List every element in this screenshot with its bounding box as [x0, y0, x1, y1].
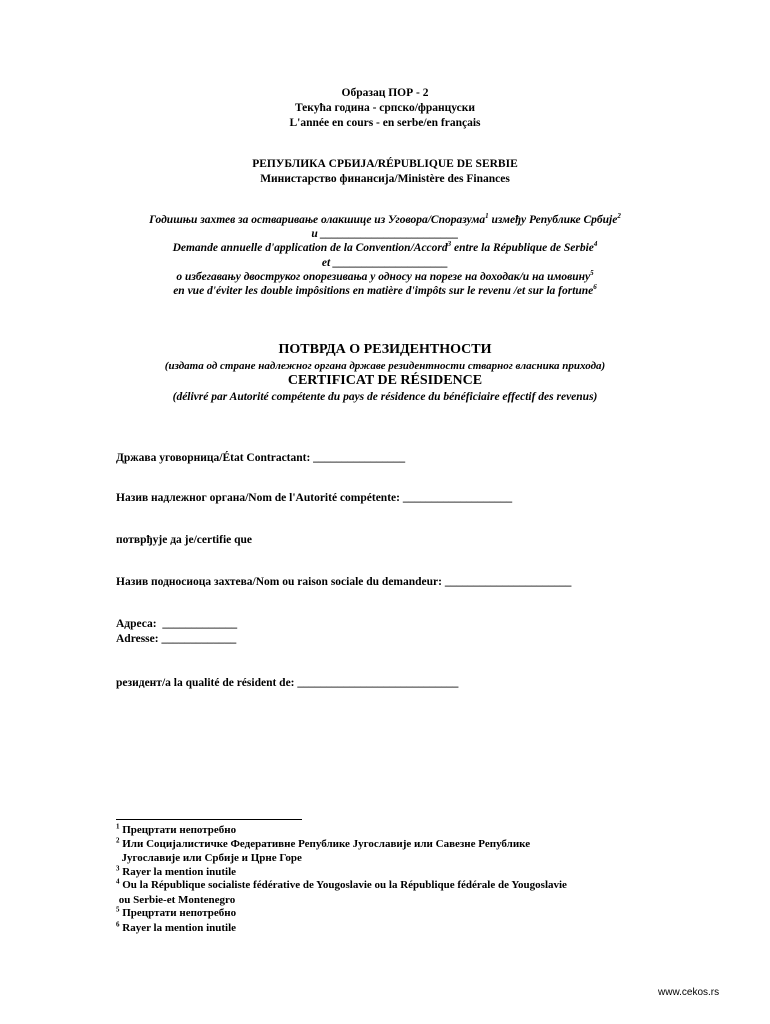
request-line-1: Годишњи захтев за остваривање олакшице из Уговора/Споразума$^1$ између Републике Србије$^2$	[149, 212, 621, 226]
field-address-fr: Adresse: _____________	[116, 633, 237, 645]
footnote-text: Ou la République socialiste fédérative de Yougoslavie ou la République fédérale de Yougoslavie	[119, 879, 567, 891]
footnote-number: 5	[116, 905, 120, 914]
form-label: Образац ПОР - 2	[341, 87, 429, 99]
field-contracting-state: Држава уговорница/État Contractant: ________________	[116, 452, 406, 464]
footnote-number: 4	[116, 877, 120, 886]
footnote-5	[116, 879, 567, 893]
footnote-number: 2	[116, 836, 120, 845]
field-applicant-name: Назив подносиоца захтева/Nom ou raison sociale du demandeur: ______________________	[116, 576, 572, 588]
footnote-text: Прецртати непотребно	[119, 907, 237, 919]
footnote-6	[116, 894, 235, 908]
website-link[interactable]: www.cekos.rs	[658, 987, 720, 998]
field-address-sr: Адреса: _____________	[116, 618, 238, 630]
field-certifies: потврђује да је/certifie que	[116, 534, 253, 546]
footnote-number: 6	[116, 920, 120, 929]
request-line-6: en vue d'éviter les double impôsitions en matière d'impôts sur le revenu /et sur la fortune$^6$	[173, 283, 597, 297]
request-line-4: et ____________________	[321, 257, 449, 269]
footnote-text: ou Serbie-et Montenegro	[116, 894, 236, 906]
field-competent-authority: Назив надлежног органа/Nom de l'Autorité compétente: ___________________	[116, 492, 513, 504]
footnote-1	[116, 824, 236, 838]
request-line-3: Demande annuelle d'application de la Convention/Accord$^3$ entre la République de Serbie$^4$	[172, 240, 598, 254]
certificate-subtitle-fr: (délivré par Autorité compétente du pays de résidence du bénéficiaire effectif des revenus)	[172, 391, 598, 403]
footnote-text: Или Социјалистичке Федеративне Републике Југославије или Савезне Републике	[119, 838, 531, 850]
request-line-5: о избегавању двоструког опорезивања у односу на порезе на доходак/и на имовину$^5$	[176, 269, 594, 283]
footnote-3	[116, 852, 302, 866]
footnote-number: 1	[116, 822, 120, 831]
footnote-text: Rayer la mention inutile	[119, 922, 237, 934]
ministry-heading: Министарство финансија/Ministère des Finances	[260, 173, 510, 185]
footnote-text: Југославије или Србије и Црне Горе	[116, 852, 302, 864]
certificate-title-fr: CERTIFICAT DE RÉSIDENCE	[287, 373, 483, 388]
footnote-8	[116, 922, 236, 936]
footnote-separator	[116, 819, 302, 820]
year-line-fr: L'année en cours - en serbe/en français	[289, 117, 481, 129]
footnote-2	[116, 838, 530, 852]
certificate-title-sr: ПОТВРДА О РЕЗИДЕНТНОСТИ	[278, 342, 492, 357]
footnote-number: 3	[116, 864, 120, 873]
footnote-4	[116, 866, 236, 880]
request-line-2: и ________________________	[311, 228, 459, 240]
certificate-subtitle-sr: (издата од стране надлежног органа државе резидентности стварног власника прихода)	[164, 360, 606, 372]
year-line-sr: Текућа година - српско/француски	[294, 102, 476, 114]
footnote-7	[116, 907, 236, 921]
republic-heading: РЕПУБЛИКА СРБИЈА/RÉPUBLIQUE DE SERBIE	[252, 158, 518, 170]
field-resident-of: резидент/а la qualité de résident de: ____________________________	[116, 677, 459, 689]
footnote-text: Прецртати непотребно	[119, 824, 237, 836]
footnote-text: Rayer la mention inutile	[119, 866, 237, 878]
